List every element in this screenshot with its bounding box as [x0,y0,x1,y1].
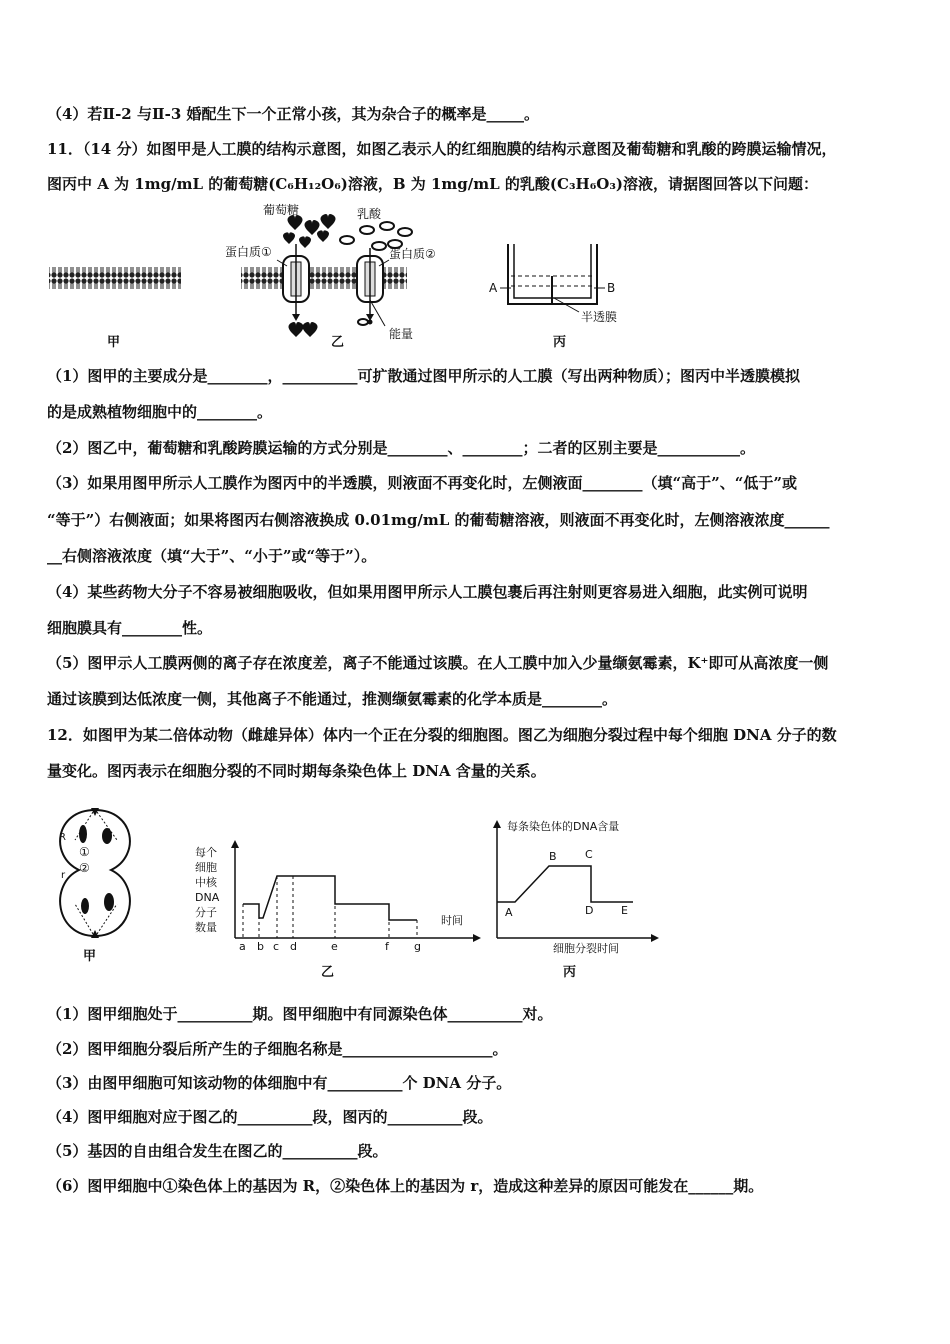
q11-4-text-b: 细胞膜具有________性。 [47,619,213,637]
chart-bing-point-D: D [585,904,594,917]
chart-yi-ylabel-line-3: 中核 [195,876,217,889]
q12-6-text: （6）图甲细胞中①染色体上的基因为 R，②染色体上的基因为 r，造成这种差异的原因可能发在______期。 [47,1177,764,1195]
chart-bing-point-B: B [549,850,557,863]
q12-1-text: （1）图甲细胞处于__________期。图甲细胞中有同源染色体__________对。 [47,1005,553,1023]
cell-label-chromosome-2: ② [79,861,90,875]
chart-yi-ylabel-line-5: 分子 [195,906,217,919]
label-B: B [607,281,616,295]
q11-5-text-a: （5）图甲示人工膜两侧的离子存在浓度差，离子不能通过该膜。在人工膜中加入少量缬氨霉素，K⁺即可从高浓度一侧 [47,654,829,672]
caption-bing: 丙 [553,335,567,350]
q12-2-text: （2）图甲细胞分裂后所产生的子细胞名称是____________________。 [47,1040,508,1058]
label-protein-2: 蛋白质② [389,247,436,261]
caption-jia: 甲 [107,335,121,350]
chart-bing-xlabel: 细胞分裂时间 [553,942,619,955]
chart-yi-tick-b: b [257,940,264,953]
chart-yi-tick-g: g [414,940,421,953]
chart-yi-tick-f: f [385,940,389,953]
chart-bing-point-E: E [621,904,628,917]
q11-3-text-a: （3）如果用图甲所示人工膜作为图丙中的半透膜，则液面不再变化时，左侧液面________（填“高于”、“低于”或 [47,474,797,492]
q11-3-text-b: “等于”）右侧液面；如果将图丙右侧溶液换成 0.01mg/mL 的葡萄糖溶液，则液面不再变化时，左侧溶液浓度______ [47,511,830,529]
q12-5-text: （5）基因的自由组合发生在图乙的__________段。 [47,1142,388,1160]
q12-stem-2: 量变化。图丙表示在细胞分裂的不同时期每条染色体上 DNA 含量的关系。 [47,762,546,780]
q11-5-text-b: 通过该膜到达低浓度一侧，其他离子不能通过，推测缬氨霉素的化学本质是________。 [47,690,618,708]
chart-yi-tick-d: d [290,940,297,953]
chart-yi-ylabel-line-6: 数量 [195,921,217,934]
u-tube-bing-diagram [489,244,617,324]
membrane-yi-diagram [225,202,436,341]
label-protein-1: 蛋白质① [225,245,272,259]
chart-yi-ylabel-line-4: DNA [195,891,220,904]
chart-yi-tick-e: e [331,940,338,953]
caption-12-yi: 乙 [321,965,335,980]
label-semipermeable-membrane: 半透膜 [581,310,618,324]
q12-4-text: （4）图甲细胞对应于图乙的__________段，图丙的__________段。 [47,1108,493,1126]
cell-jia-diagram [59,808,130,964]
chart-yi-step-line [243,876,417,920]
cell-label-chromosome-1: ① [79,845,90,859]
caption-12-bing: 丙 [563,965,577,980]
chart-yi-ylabel-line-2: 细胞 [195,861,217,874]
q11-1-text-b: 的是成熟植物细胞中的________。 [47,403,273,421]
label-glucose: 葡萄糖 [263,203,300,217]
caption-12-jia: 甲 [83,949,97,964]
figure-12 [45,796,663,984]
q11-stem-2: 图丙中 A 为 1mg/mL 的葡萄糖(C₆H₁₂O₆)溶液，B 为 1mg/mL 的乳酸(C₃H₆O₃)溶液，请据图回答以下问题： [47,175,818,193]
chart-yi-xlabel: 时间 [441,914,463,927]
q12-stem-1: 12．如图甲为某二倍体动物（雌雄异体）体内一个正在分裂的细胞图。图乙为细胞分裂过程中每个细胞 DNA 分子的数 [47,726,837,744]
q11-2-text: （2）图乙中，葡萄糖和乳酸跨膜运输的方式分别是________、________；二者的区别主要是___________。 [47,439,755,457]
chart-bing-point-C: C [585,848,593,861]
chart-yi-tick-a: a [239,940,246,953]
q11-stem-1: 11．（14 分）如图甲是人工膜的结构示意图，如图乙表示人的红细胞膜的结构示意图及葡萄糖和乳酸的跨膜运输情况， [47,140,837,158]
q11-1-text-a: （1）图甲的主要成分是________，__________可扩散通过图甲所示的人工膜（写出两种物质）；图丙中半透膜模拟 [47,367,800,385]
chart-bing [493,819,659,980]
chart-yi [195,840,481,980]
chart-bing-point-A: A [505,906,513,919]
chart-bing-title: 每条染色体的DNA含量 [507,820,620,833]
label-lactic-acid: 乳酸 [357,207,382,221]
label-energy: 能量 [389,327,414,341]
q10-4-text: （4）若Ⅱ-2 与Ⅱ-3 婚配生下一个正常小孩，其为杂合子的概率是_____。 [47,105,539,123]
q11-3-text-c: __右侧溶液浓度（填“大于”、“小于”或“等于”）。 [47,547,377,565]
label-A: A [489,281,498,295]
q11-4-text-a: （4）某些药物大分子不容易被细胞吸收，但如果用图甲所示人工膜包裹后再注射则更容易进入细胞，此实例可说明 [47,583,808,601]
figure-11 [45,200,645,352]
cell-label-r: r [61,870,66,881]
chart-yi-tick-c: c [273,940,280,953]
q12-3-text: （3）由图甲细胞可知该动物的体细胞中有__________个 DNA 分子。 [47,1074,512,1092]
caption-yi: 乙 [331,335,345,350]
chart-bing-line [497,866,633,902]
membrane-jia-diagram [49,266,181,292]
chart-yi-ylabel-line-1: 每个 [195,846,217,859]
cell-label-R: R [59,832,66,843]
